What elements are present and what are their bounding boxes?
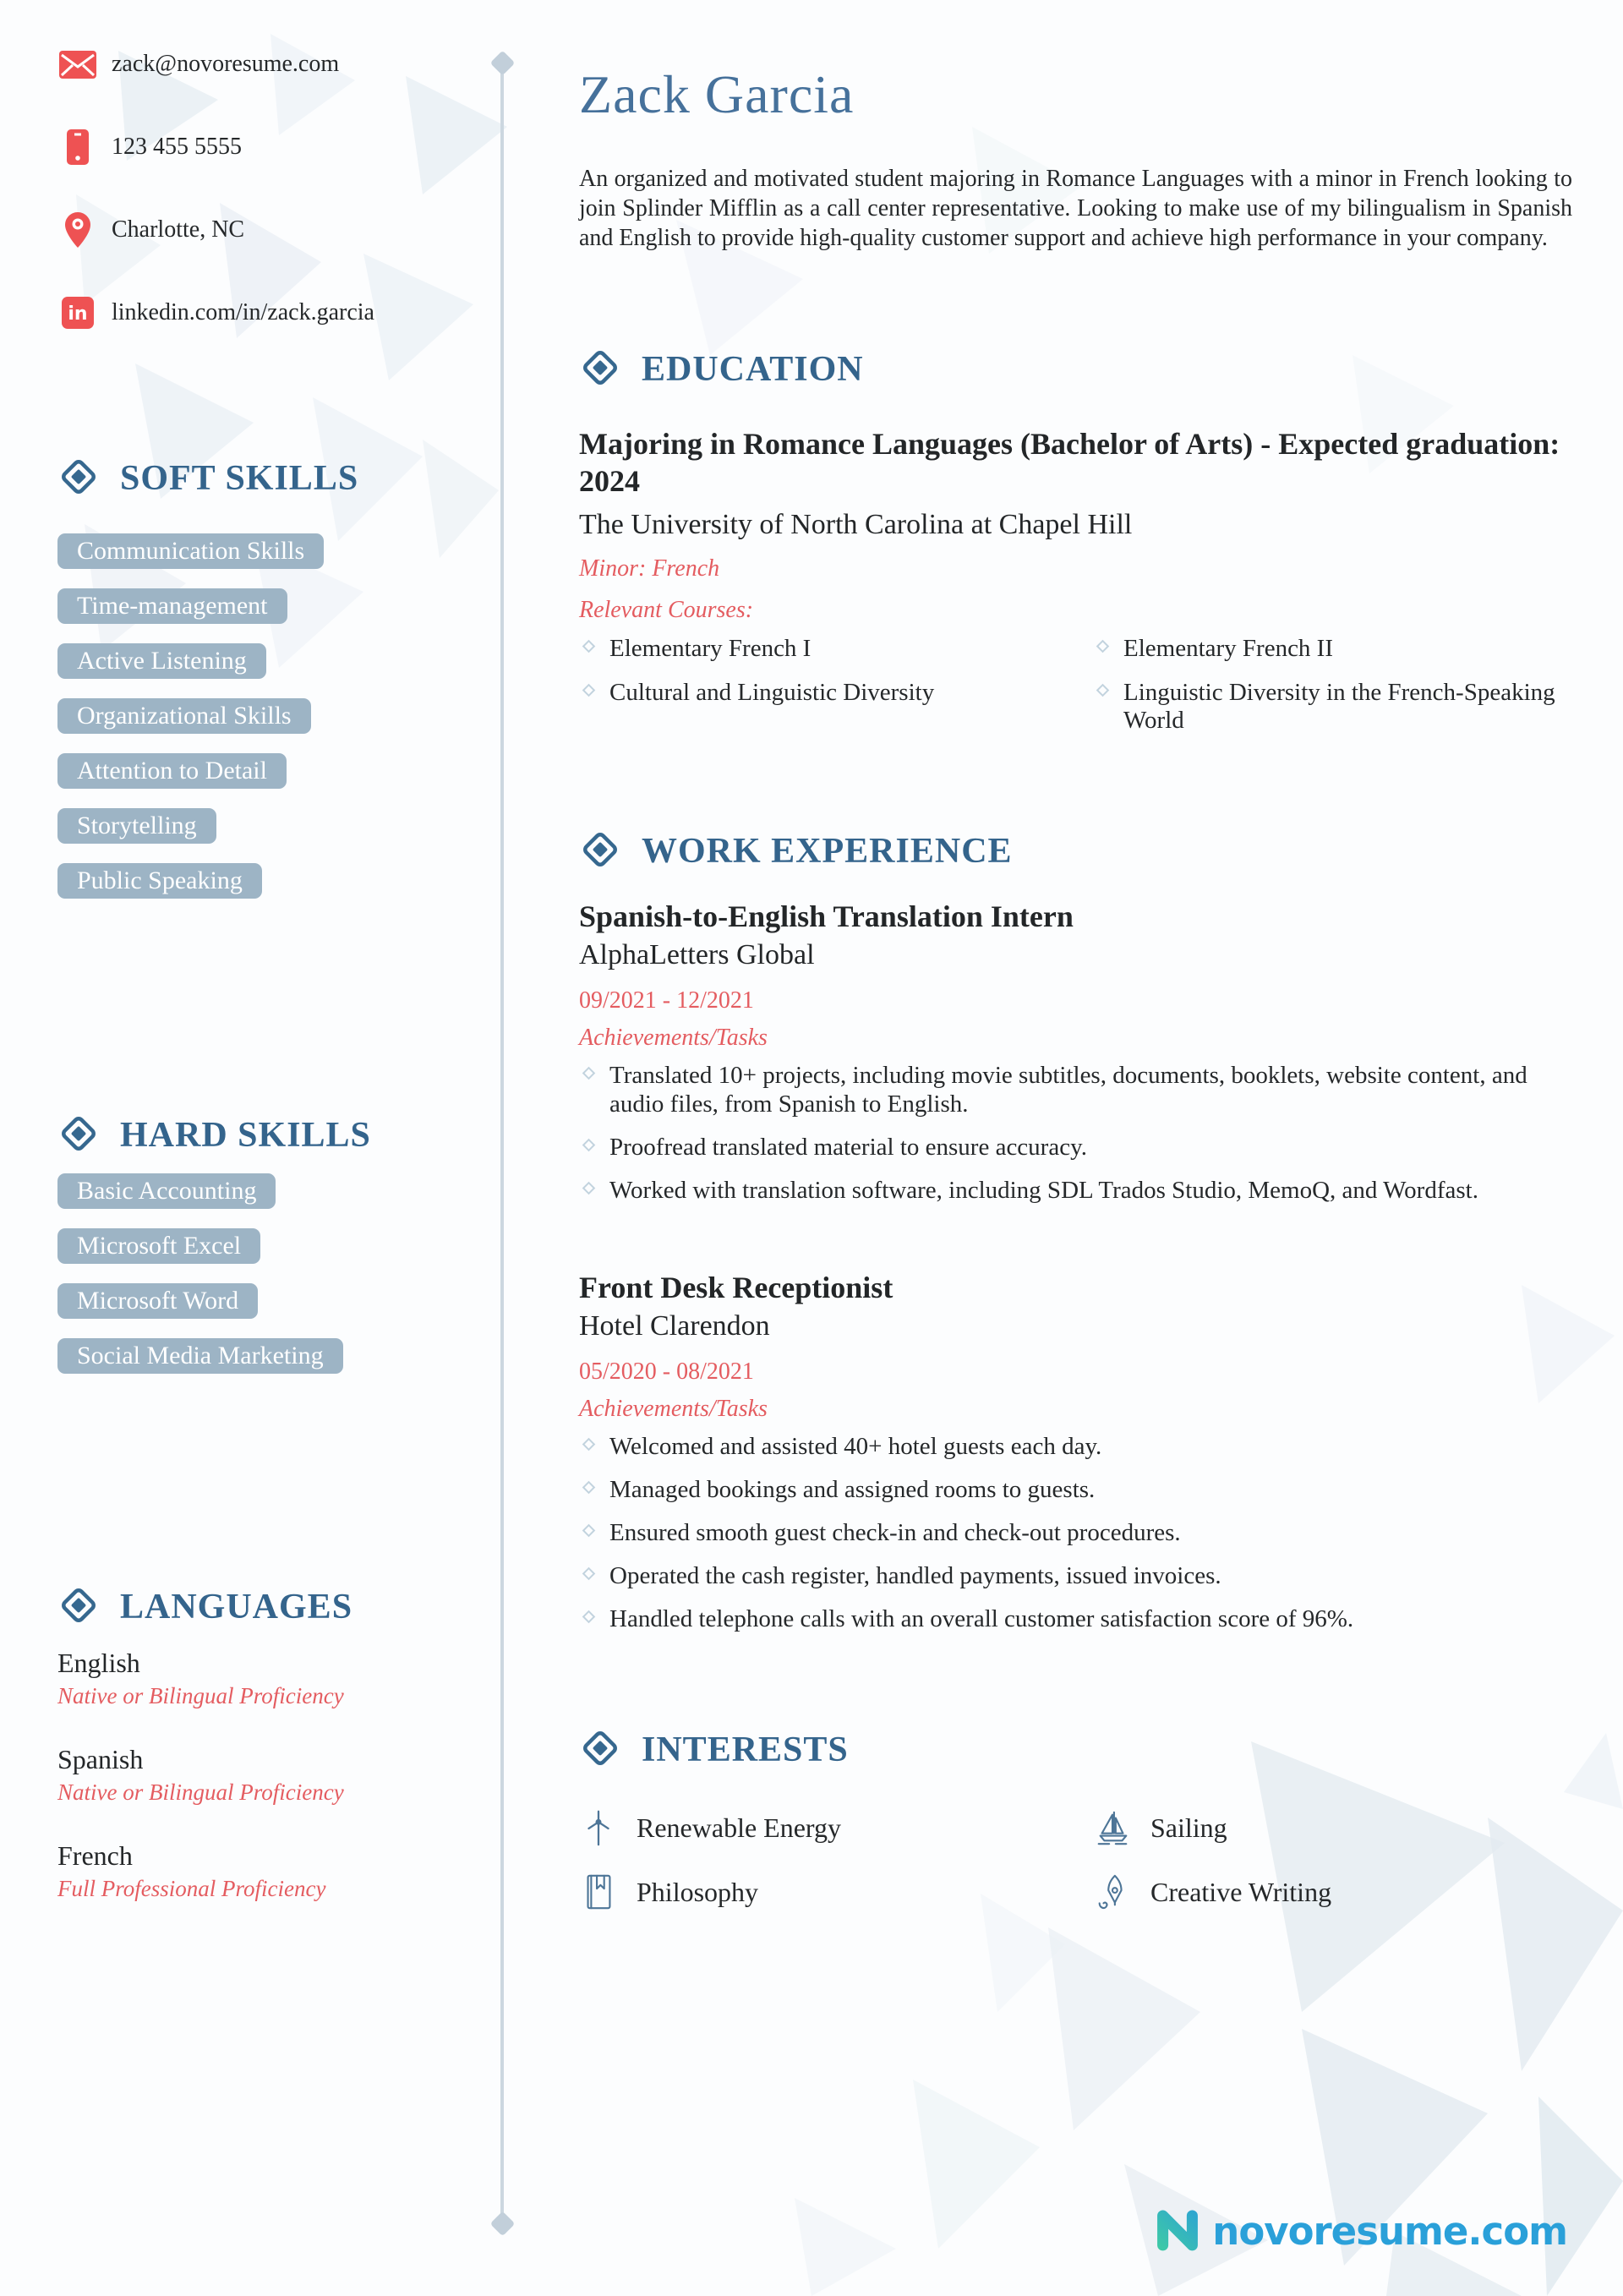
job-role: Front Desk Receptionist bbox=[579, 1271, 893, 1304]
map-pin-icon bbox=[57, 212, 98, 248]
diamond-outline-icon bbox=[582, 1567, 596, 1581]
diamond-outline-icon bbox=[582, 684, 596, 697]
education-header bbox=[579, 347, 1572, 391]
diamond-outline-icon bbox=[582, 1067, 596, 1080]
skill-pill: Active Listening bbox=[57, 643, 266, 679]
envelope-icon bbox=[57, 51, 98, 79]
language-entry bbox=[57, 1647, 480, 1709]
diamond-icon bbox=[579, 347, 621, 393]
school-name: The University of North Carolina at Chapel Hill bbox=[579, 509, 1133, 540]
skill-pill: Organizational Skills bbox=[57, 698, 311, 734]
diamond-outline-icon bbox=[582, 1481, 596, 1495]
interest-item bbox=[579, 1807, 1093, 1848]
job-bullet: Welcomed and assisted 40+ hotel guests each day. bbox=[579, 1432, 1572, 1461]
job-company: Hotel Clarendon bbox=[579, 1310, 770, 1342]
contact-row-email bbox=[57, 47, 374, 81]
job-bullet: Managed bookings and assigned rooms to guests. bbox=[579, 1475, 1572, 1504]
job-bullet: Proofread translated material to ensure accuracy. bbox=[579, 1133, 1572, 1162]
contact-block bbox=[57, 47, 374, 330]
skill-pill: Time-management bbox=[57, 588, 287, 624]
brand-logo[interactable] bbox=[1153, 2205, 1567, 2258]
course-item: Linguistic Diversity in the French-Speaking World bbox=[1093, 679, 1572, 735]
interest-item bbox=[1093, 1872, 1572, 1912]
email-value[interactable]: zack@novoresume.com bbox=[112, 51, 340, 77]
diamond-outline-icon bbox=[582, 1139, 596, 1152]
degree-title: Majoring in Romance Languages (Bachelor of Arts) - Expected graduation: 2024 bbox=[579, 427, 1560, 498]
interest-label: Renewable Energy bbox=[637, 1812, 841, 1843]
skill-pill: Social Media Marketing bbox=[57, 1338, 343, 1374]
minor-label: Minor: French bbox=[579, 555, 720, 582]
phone-value: 123 455 5555 bbox=[112, 134, 242, 160]
job-bullet-list bbox=[579, 1061, 1572, 1205]
svg-text:in: in bbox=[68, 303, 88, 325]
diamond-outline-icon bbox=[582, 640, 596, 653]
linkedin-value[interactable]: linkedin.com/in/zack.garcia bbox=[112, 299, 374, 325]
contact-row-phone bbox=[57, 130, 374, 164]
course-item: Cultural and Linguistic Diversity bbox=[579, 679, 1093, 735]
interests-grid bbox=[579, 1807, 1572, 1912]
work-experience-title: WORK EXPERIENCE bbox=[642, 832, 1013, 871]
education-title: EDUCATION bbox=[642, 350, 864, 389]
language-level: Full Professional Proficiency bbox=[57, 1876, 326, 1901]
diamond-icon bbox=[57, 1584, 100, 1631]
language-entry bbox=[57, 1840, 480, 1902]
relevant-courses-label: Relevant Courses: bbox=[579, 597, 754, 623]
skill-pill: Communication Skills bbox=[57, 533, 324, 569]
job-bullet: Ensured smooth guest check-in and check-out procedures. bbox=[579, 1518, 1572, 1547]
job-bullet: Handled telephone calls with an overall customer satisfaction score of 96%. bbox=[579, 1604, 1572, 1633]
smartphone-icon bbox=[57, 129, 98, 165]
tasks-label: Achievements/Tasks bbox=[579, 1396, 768, 1422]
languages-title: LANGUAGES bbox=[120, 1588, 353, 1626]
diamond-outline-icon bbox=[582, 1610, 596, 1624]
main-column bbox=[579, 64, 1572, 1912]
job-role: Spanish-to-English Translation Intern bbox=[579, 899, 1074, 933]
language-name: Spanish bbox=[57, 1744, 144, 1774]
diamond-outline-icon bbox=[582, 1182, 596, 1195]
job-bullet: Translated 10+ projects, including movie subtitles, documents, booklets, website content, and audio files, from Spanish to English. bbox=[579, 1061, 1572, 1118]
skill-pill: Microsoft Word bbox=[57, 1283, 258, 1319]
summary-paragraph: An organized and motivated student majoring in Romance Languages with a minor in French looking to join Splinder Mifflin as a call center representative. Looking to make use of my bilingualism in Spanish and English to provide high-quality customer support and achieve high performance in your company. bbox=[579, 166, 1572, 251]
course-item: Elementary French I bbox=[579, 635, 1093, 663]
skill-pill: Basic Accounting bbox=[57, 1173, 276, 1209]
languages-section bbox=[57, 1586, 480, 1936]
linkedin-icon bbox=[57, 297, 98, 329]
job-bullet: Operated the cash register, handled payments, issued invoices. bbox=[579, 1561, 1572, 1590]
language-level: Native or Bilingual Proficiency bbox=[57, 1779, 344, 1805]
sailboat-icon bbox=[1093, 1808, 1132, 1847]
contact-row-linkedin bbox=[57, 296, 374, 330]
hard-skills-title: HARD SKILLS bbox=[120, 1116, 371, 1155]
skill-pill: Microsoft Excel bbox=[57, 1228, 260, 1264]
interest-label: Creative Writing bbox=[1150, 1876, 1332, 1907]
book-icon bbox=[579, 1872, 618, 1911]
language-entry bbox=[57, 1743, 480, 1806]
course-item: Elementary French II bbox=[1093, 635, 1572, 663]
soft-skills-section bbox=[57, 457, 480, 918]
skill-pill: Storytelling bbox=[57, 808, 216, 844]
wind-turbine-icon bbox=[579, 1808, 618, 1847]
skill-pill: Public Speaking bbox=[57, 863, 262, 899]
interest-item bbox=[579, 1872, 1093, 1912]
tasks-label: Achievements/Tasks bbox=[579, 1025, 768, 1051]
novoresume-n-icon bbox=[1153, 2205, 1202, 2258]
interest-label: Philosophy bbox=[637, 1876, 759, 1907]
job-dates: 09/2021 - 12/2021 bbox=[579, 987, 754, 1014]
contact-row-location bbox=[57, 213, 374, 247]
diamond-icon bbox=[579, 1727, 621, 1774]
diamond-outline-icon bbox=[1096, 684, 1110, 697]
column-divider bbox=[500, 73, 504, 2215]
job-company: AlphaLetters Global bbox=[579, 939, 815, 970]
page-title: Zack Garcia bbox=[579, 64, 855, 124]
diamond-outline-icon bbox=[582, 1438, 596, 1451]
fountain-pen-icon bbox=[1093, 1872, 1132, 1911]
interest-item bbox=[1093, 1807, 1572, 1848]
diamond-icon bbox=[57, 1112, 100, 1159]
skill-pill: Attention to Detail bbox=[57, 753, 287, 789]
language-name: French bbox=[57, 1840, 133, 1871]
interest-label: Sailing bbox=[1150, 1812, 1227, 1843]
interests-header bbox=[579, 1728, 1572, 1772]
location-value: Charlotte, NC bbox=[112, 216, 245, 243]
diamond-outline-icon bbox=[582, 1524, 596, 1538]
language-name: English bbox=[57, 1648, 140, 1678]
job-bullet-list bbox=[579, 1432, 1572, 1633]
work-experience-header bbox=[579, 829, 1572, 873]
interests-title: INTERESTS bbox=[642, 1730, 849, 1769]
diamond-icon bbox=[579, 828, 621, 875]
job-bullet: Worked with translation software, including SDL Trados Studio, MemoQ, and Wordfast. bbox=[579, 1176, 1572, 1205]
brand-name: novoresume.com bbox=[1212, 2209, 1567, 2254]
job-dates: 05/2020 - 08/2021 bbox=[579, 1358, 754, 1385]
diamond-outline-icon bbox=[1096, 640, 1110, 653]
courses-grid bbox=[579, 635, 1572, 735]
soft-skills-title: SOFT SKILLS bbox=[120, 459, 359, 498]
hard-skills-section bbox=[57, 1114, 480, 1393]
language-level: Native or Bilingual Proficiency bbox=[57, 1683, 344, 1708]
diamond-icon bbox=[57, 456, 100, 502]
